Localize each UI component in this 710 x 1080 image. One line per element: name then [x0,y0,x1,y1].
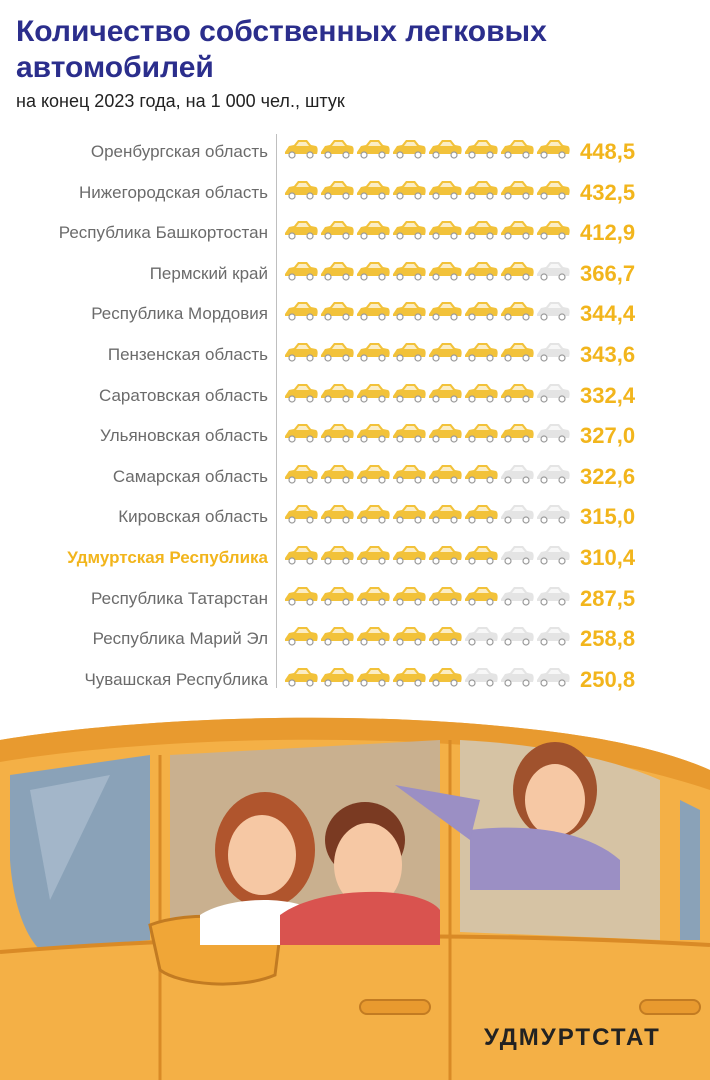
category-label: Республика Марий Эл [92,629,268,649]
car-icon-filled [429,302,462,320]
car-icon-filled [393,627,426,645]
value-label: 412,9 [580,220,636,246]
car-icon-filled [393,546,426,564]
chart-row [0,294,710,334]
car-pictogram-bar [283,541,571,567]
car-icon-filled [501,262,534,280]
chart-row [0,254,710,294]
value-label: 327,0 [580,423,636,449]
car-icon-empty [501,546,534,564]
car-icon-filled [285,587,318,605]
car-icon-filled [393,424,426,442]
car-icon-filled [393,505,426,523]
car-icon-filled [501,140,534,158]
chart-row [0,660,710,700]
value-label: 322,6 [580,463,636,489]
car-icon-filled [393,302,426,320]
car-icon-filled [537,140,570,158]
car-icon-filled [393,343,426,361]
passenger-face [525,764,585,836]
car-icon-empty [537,627,570,645]
car-icon-empty [537,343,570,361]
car-icon-filled [393,181,426,199]
car-icon-filled [393,221,426,239]
car-icon-filled [465,587,498,605]
car-icon-filled [501,424,534,442]
car-icon-filled [357,140,390,158]
car-icon-filled [321,262,354,280]
car-icon-filled [393,587,426,605]
category-label: Кировская область [118,507,268,527]
car-icon-filled [321,627,354,645]
car-icon-empty [537,546,570,564]
category-label: Саратовская область [99,385,268,405]
category-label: Нижегородская область [79,182,268,202]
car-pictogram-bar [283,379,571,405]
chart-row [0,579,710,619]
car-icon-filled [357,302,390,320]
value-label: 310,4 [580,545,636,570]
car-icon-filled [465,221,498,239]
door-handle [640,1000,700,1014]
car-pictogram-bar [283,500,571,526]
car-icon-filled [321,302,354,320]
car-icon-filled [357,343,390,361]
car-icon-filled [357,627,390,645]
chart-row [0,213,710,253]
chart-row [0,497,710,537]
car-icon-filled [465,181,498,199]
chart-row [0,335,710,375]
car-pictogram-bar [283,338,571,364]
door-handle [360,1000,430,1014]
car-icon-filled [285,424,318,442]
car-icon-filled [465,302,498,320]
car-pictogram-bar [283,216,571,242]
car-icon-filled [465,384,498,402]
car-pictogram-bar [283,176,571,202]
value-label: 287,5 [580,585,636,611]
car-icon-filled [393,384,426,402]
car-icon-filled [429,181,462,199]
car-icon-filled [465,505,498,523]
car-icon-empty [537,668,570,686]
chart-row [0,376,710,416]
rear-window-frame [680,800,700,940]
passenger-face [228,815,296,895]
category-label: Республика Татарстан [91,588,268,608]
car-icon-filled [429,424,462,442]
car-pictogram-bar [283,460,571,486]
chart-row [0,538,710,578]
car-icon-filled [357,424,390,442]
car-icon-filled [429,262,462,280]
car-icon-empty [537,505,570,523]
car-icon-filled [357,546,390,564]
value-label: 343,6 [580,342,636,367]
car-icon-filled [357,262,390,280]
category-label: Пензенская область [107,345,268,364]
brand-logo: УДМУРТСТАТ [484,1024,661,1051]
car-icon-filled [285,465,318,483]
value-label: 332,4 [580,382,636,408]
value-label: 250,8 [580,666,636,692]
car-icon-filled [501,384,534,402]
chart-row [0,416,710,456]
car-pictogram-bar [283,663,571,689]
car-icon-filled [357,587,390,605]
car-icon-filled [321,465,354,483]
car-icon-filled [285,262,318,280]
category-label: Оренбургская область [90,142,268,161]
car-icon-filled [285,668,318,686]
car-icon-filled [285,627,318,645]
car-icon-filled [321,384,354,402]
car-icon-filled [393,140,426,158]
car-icon-filled [285,505,318,523]
car-icon-filled [321,140,354,158]
car-pictogram-bar [283,257,571,283]
car-icon-filled [321,505,354,523]
value-label: 315,0 [580,504,636,530]
car-icon-filled [429,587,462,605]
car-icon-empty [537,384,570,402]
car-icon-filled [465,465,498,483]
car-icon-filled [357,181,390,199]
category-label: Самарская область [112,466,268,486]
car-pictogram-bar [283,135,571,161]
car-icon-filled [429,546,462,564]
car-icon-filled [537,221,570,239]
value-label: 258,8 [580,626,636,652]
car-icon-filled [321,424,354,442]
car-icon-filled [465,343,498,361]
category-label: Чувашская Республика [84,669,268,689]
car-icon-filled [429,221,462,239]
car-icon-filled [393,465,426,483]
car-icon-filled [429,465,462,483]
car-icon-filled [429,384,462,402]
chart-row [0,173,710,213]
car-icon-filled [321,668,354,686]
car-icon-filled [321,181,354,199]
car-icon-filled [357,505,390,523]
car-icon-filled [285,546,318,564]
car-icon-filled [429,627,462,645]
car-illustration [0,700,710,1080]
car-icon-filled [285,140,318,158]
car-icon-empty [537,424,570,442]
car-icon-filled [285,221,318,239]
car-icon-filled [465,262,498,280]
car-icon-filled [501,343,534,361]
car-icon-filled [357,465,390,483]
car-pictogram-bar [283,622,571,648]
car-icon-empty [537,302,570,320]
car-icon-filled [357,221,390,239]
car-icon-filled [357,384,390,402]
car-icon-filled [501,302,534,320]
value-label: 366,7 [580,260,636,286]
chart-row [0,457,710,497]
car-icon-filled [465,546,498,564]
category-label: Удмуртская Республика [67,548,268,567]
car-icon-filled [501,221,534,239]
car-icon-filled [321,587,354,605]
car-icon-filled [321,343,354,361]
car-icon-filled [465,424,498,442]
car-icon-empty [501,627,534,645]
car-icon-filled [429,505,462,523]
category-label: Республика Башкортостан [58,223,268,243]
car-icon-empty [501,505,534,523]
chart-subtitle: на конец 2023 года, на 1 000 чел., штук [16,91,345,111]
chart-title: Количество собственных легковых автомобилей [16,15,547,84]
car-icon-empty [537,262,570,280]
car-icon-filled [357,668,390,686]
car-icon-filled [429,343,462,361]
car-icon-empty [501,465,534,483]
car-pictogram-bar [283,297,571,323]
chart-row [0,619,710,659]
car-icon-filled [429,140,462,158]
car-icon-empty [465,668,498,686]
car-pictogram-bar [283,419,571,445]
car-icon-empty [501,668,534,686]
car-icon-filled [429,668,462,686]
car-icon-empty [501,587,534,605]
car-icon-filled [393,262,426,280]
value-label: 432,5 [580,179,636,205]
car-icon-filled [285,384,318,402]
car-icon-empty [537,587,570,605]
car-icon-filled [321,546,354,564]
car-icon-empty [537,465,570,483]
car-icon-filled [537,181,570,199]
value-label: 448,5 [580,139,636,164]
car-icon-filled [285,181,318,199]
car-icon-empty [465,627,498,645]
category-label: Республика Мордовия [91,304,268,324]
chart-row [0,132,710,172]
car-pictogram-bar [283,582,571,608]
car-icon-filled [321,221,354,239]
car-icon-filled [285,343,318,361]
value-label: 344,4 [580,301,636,327]
car-icon-filled [285,302,318,320]
car-icon-filled [501,181,534,199]
category-label: Ульяновская область [100,426,268,446]
category-label: Пермский край [149,263,268,283]
car-icon-filled [465,140,498,158]
car-icon-filled [393,668,426,686]
